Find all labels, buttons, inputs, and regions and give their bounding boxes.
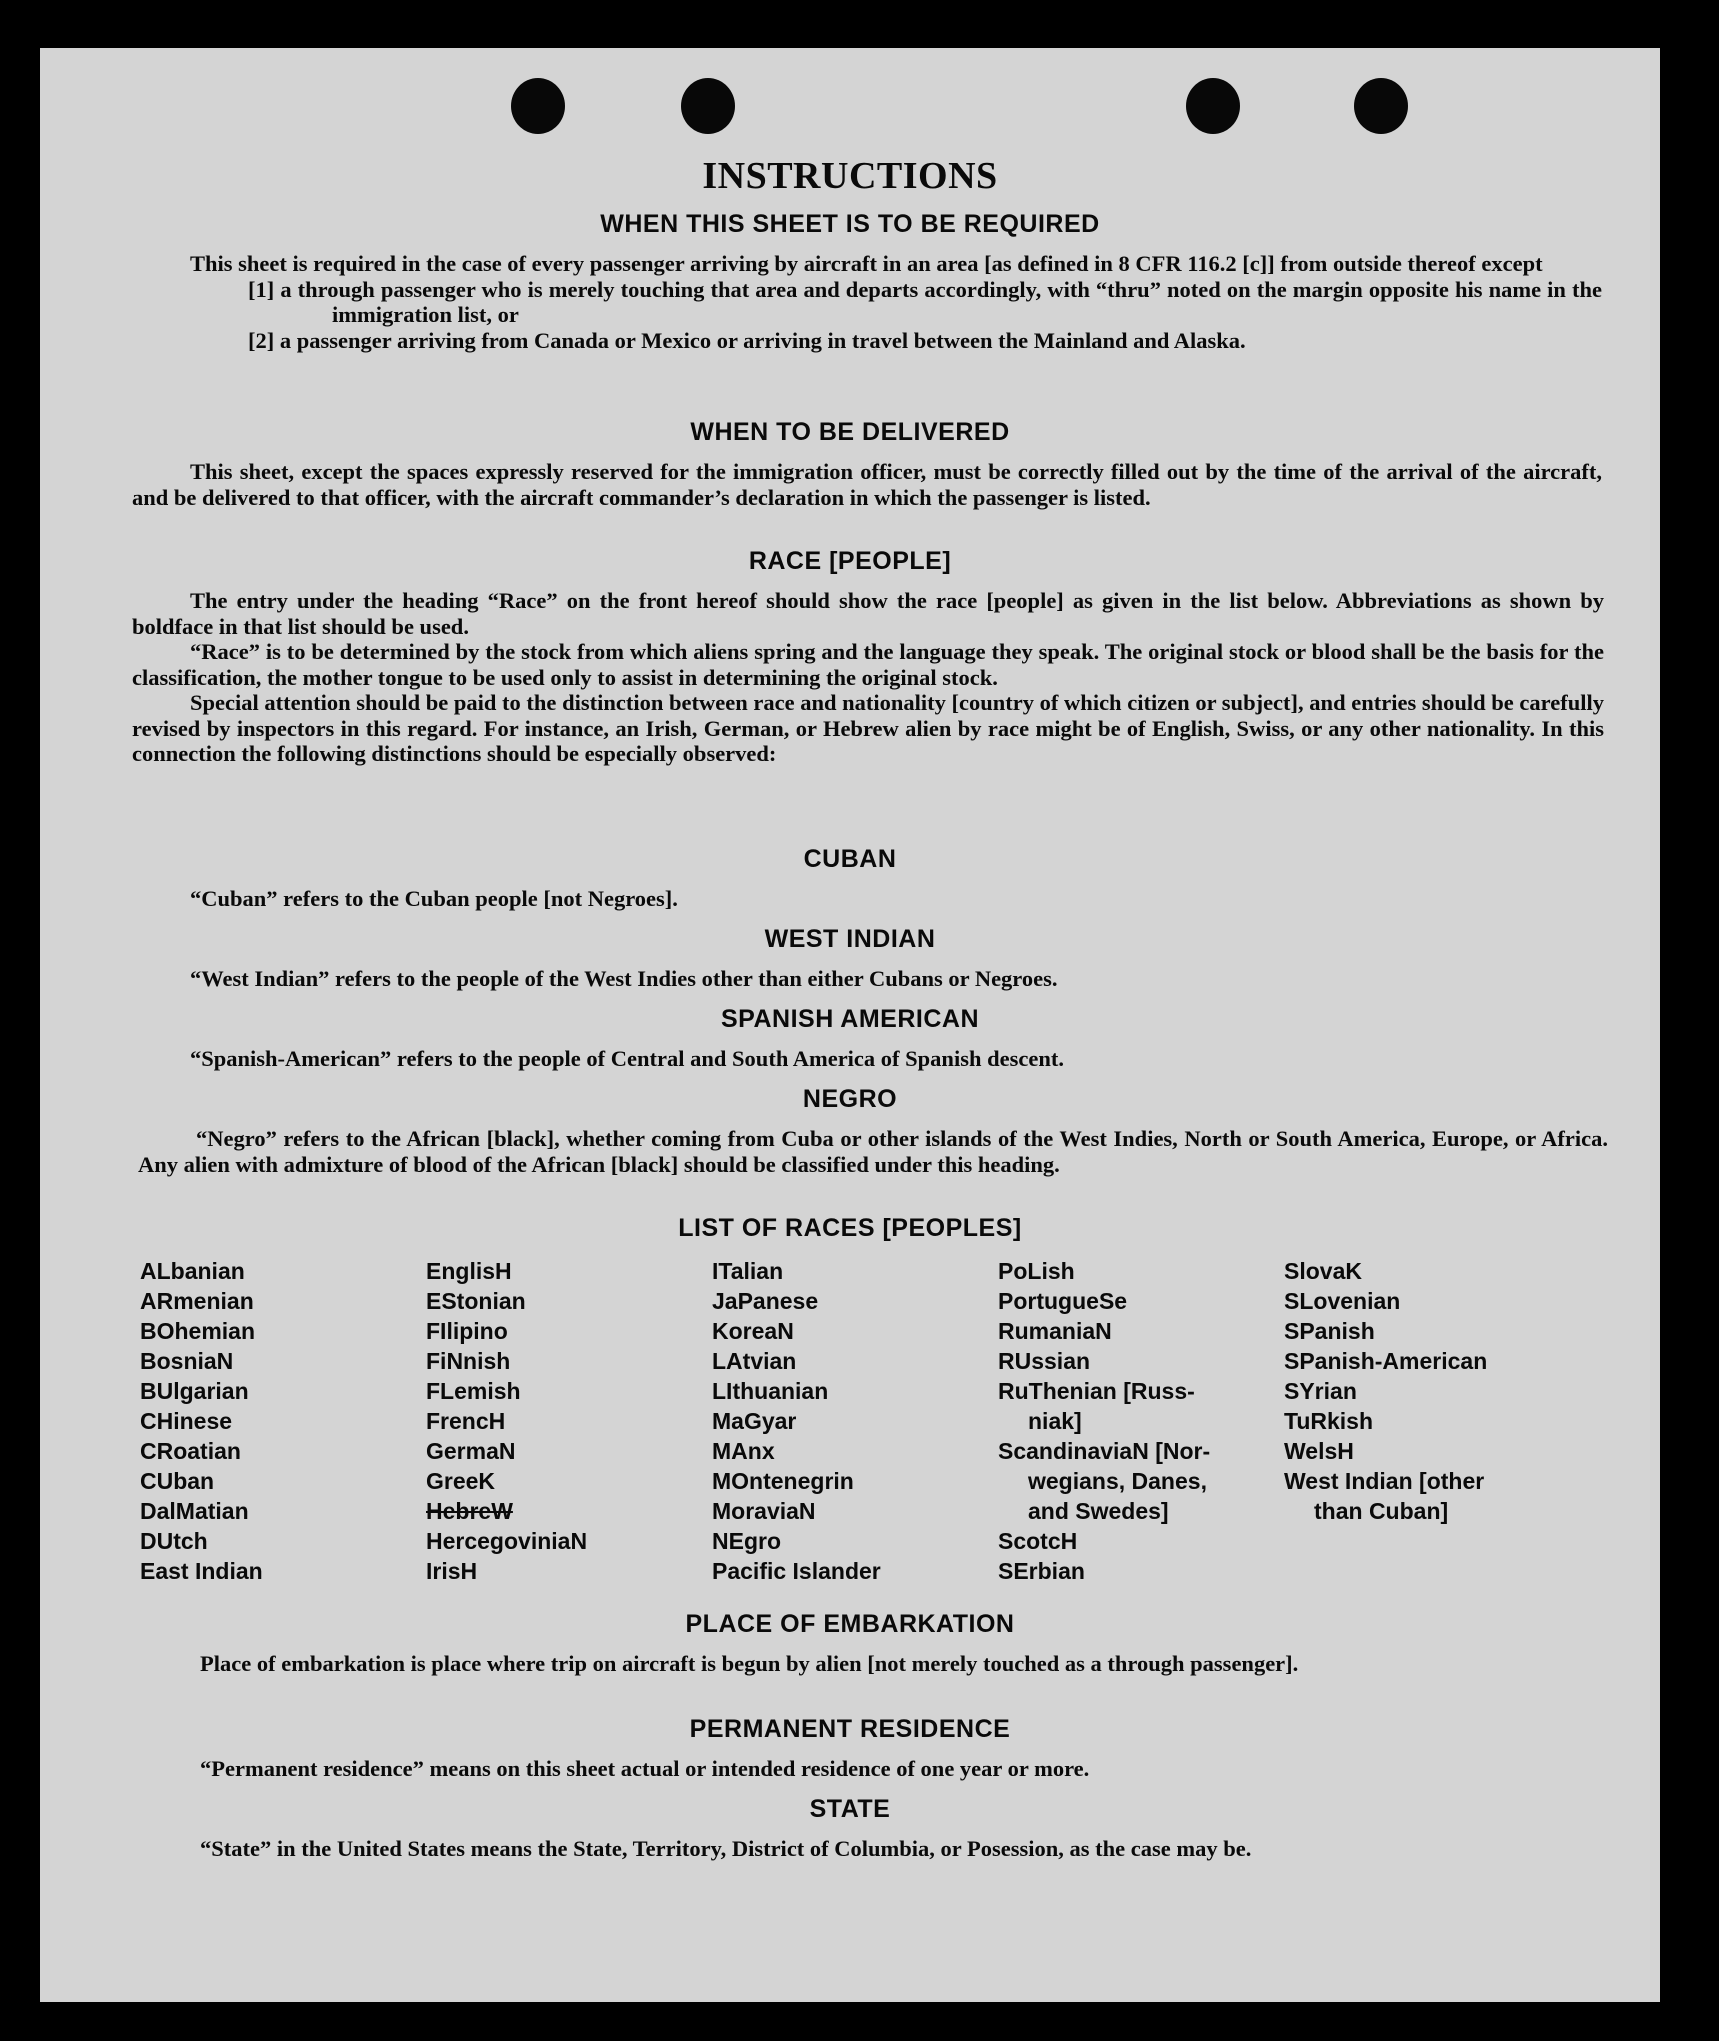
- document-page: [40, 48, 1660, 2002]
- race-item: CRoatian: [140, 1438, 241, 1464]
- race-item: MoraviaN: [712, 1498, 816, 1524]
- race-item: LAtvian: [712, 1348, 797, 1374]
- heading-race: RACE [PEOPLE]: [748, 547, 952, 575]
- when-required-intro: This sheet is required in the case of every passenger arriving by aircraft in an area [as defined in 8 CFR 116.2 [c]] from outside thereof except: [190, 251, 1543, 276]
- races-column-2: [426, 1256, 587, 1586]
- heading-permanent-residence: PERMANENT RESIDENCE: [689, 1715, 1011, 1743]
- race-item: ALbanian: [140, 1258, 245, 1284]
- race-item: FiNnish: [426, 1348, 511, 1374]
- embarkation-body: [142, 1651, 1612, 1677]
- race-item: ARmenian: [140, 1288, 254, 1314]
- race-item: IrisH: [426, 1558, 478, 1584]
- races-column-5: [1284, 1256, 1487, 1526]
- race-item: BosniaN: [140, 1348, 234, 1374]
- state-text: “State” in the United States means the State, Territory, District of Columbia, or Posession, as the case may be.: [200, 1836, 1252, 1861]
- heading-embarkation: PLACE OF EMBARKATION: [685, 1610, 1015, 1638]
- race-item-struck: HebreW: [426, 1498, 513, 1524]
- race-item: MAnx: [712, 1438, 775, 1464]
- race-item: JaPanese: [712, 1288, 819, 1314]
- race-item: FIlipino: [426, 1318, 508, 1344]
- when-required-item-2: [2] a passenger arriving from Canada or Mexico or arriving in travel between the Mainland and Alaska.: [248, 327, 1246, 353]
- race-item: MOntenegrin: [712, 1468, 854, 1494]
- heading-when-delivered: WHEN TO BE DELIVERED: [690, 418, 1010, 446]
- race-item: GermaN: [426, 1438, 516, 1464]
- race-item: SPanish: [1284, 1318, 1375, 1344]
- cuban-body: [132, 886, 1604, 912]
- race-item: SYrian: [1284, 1378, 1357, 1404]
- race-item-continued: than Cuban]: [1314, 1498, 1449, 1524]
- when-delivered-text: This sheet, except the spaces expressly reserved for the immigration officer, must be correctly filled out by the time of the arrival of the aircraft, and be delivered to that officer, with the aircraft commander’s declaration in which the passenger is listed.: [132, 459, 1602, 510]
- race-item: SPanish-American: [1284, 1348, 1488, 1374]
- spanish-american-text: “Spanish-American” refers to the people of Central and South America of Spanish descent.: [190, 1046, 1064, 1071]
- punch-hole: [1354, 78, 1408, 134]
- race-item: FLemish: [426, 1378, 521, 1404]
- when-delivered-body: [132, 459, 1602, 510]
- race-item: KoreaN: [712, 1318, 794, 1344]
- race-item: DalMatian: [140, 1498, 249, 1524]
- race-item: Pacific Islander: [712, 1558, 881, 1584]
- race-item: RUssian: [998, 1348, 1091, 1374]
- residence-text: “Permanent residence” means on this sheet actual or intended residence of one year or more.: [200, 1756, 1090, 1781]
- race-item: PoLish: [998, 1258, 1075, 1284]
- race-item: EStonian: [426, 1288, 526, 1314]
- race-item: RuThenian [Russ-: [998, 1378, 1195, 1404]
- punch-hole: [681, 78, 735, 134]
- when-required-item-1: [1] a through passenger who is merely touching that area and departs accordingly, with “thru” noted on the margin opposite his name in the immigration list, or: [248, 276, 1602, 327]
- race-item: WelsH: [1284, 1438, 1354, 1464]
- race-item-continued: and Swedes]: [1028, 1498, 1169, 1524]
- race-item: GreeK: [426, 1468, 496, 1494]
- race-body: [132, 588, 1604, 767]
- race-item: SlovaK: [1284, 1258, 1362, 1284]
- race-item: BUlgarian: [140, 1378, 249, 1404]
- when-required-body: [132, 251, 1602, 353]
- races-column-3: [712, 1256, 881, 1586]
- race-item: CUban: [140, 1468, 215, 1494]
- punch-hole: [1186, 78, 1240, 134]
- residence-body: [142, 1756, 1612, 1782]
- race-item: EnglisH: [426, 1258, 512, 1284]
- race-item: PortugueSe: [998, 1288, 1128, 1314]
- spanish-american-body: [132, 1046, 1604, 1072]
- race-item: ScandinaviaN [Nor-: [998, 1438, 1211, 1464]
- page-title: INSTRUCTIONS: [702, 155, 998, 197]
- race-item: SErbian: [998, 1558, 1085, 1584]
- race-item: HercegoviniaN: [426, 1528, 588, 1554]
- races-column-4: [998, 1256, 1210, 1586]
- state-body: [142, 1836, 1612, 1862]
- heading-negro: NEGRO: [802, 1085, 898, 1113]
- race-item-continued: wegians, Danes,: [1028, 1468, 1207, 1494]
- race-item: DUtch: [140, 1528, 208, 1554]
- race-paragraph-3: Special attention should be paid to the distinction between race and nationality [country of which citizen or subject], and entries should be carefully revised by inspectors in this regard. For instance, an Irish, German, or Hebrew alien by race might be of English, Swiss, or any other nationality. In this connection the following distinctions should be especially observed:: [132, 690, 1604, 766]
- race-paragraph-1: The entry under the heading “Race” on the front hereof should show the race [people] as given in the list below. Abbreviations as shown by boldface in that list should be used.: [132, 588, 1604, 639]
- race-paragraph-2: “Race” is to be determined by the stock from which aliens spring and the language they speak. The original stock or blood shall be the basis for the classification, the mother tongue to be used only to assist in determining the original stock.: [132, 639, 1604, 690]
- race-item: FrencH: [426, 1408, 506, 1434]
- race-item: SLovenian: [1284, 1288, 1401, 1314]
- heading-state: STATE: [809, 1795, 891, 1823]
- west-indian-body: [132, 966, 1604, 992]
- heading-spanish-american: SPANISH AMERICAN: [720, 1005, 979, 1033]
- embarkation-text: Place of embarkation is place where trip on aircraft is begun by alien [not merely touched as a through passenger].: [200, 1651, 1299, 1676]
- race-item: CHinese: [140, 1408, 233, 1434]
- cuban-text: “Cuban” refers to the Cuban people [not Negroes].: [190, 886, 678, 911]
- race-item: RumaniaN: [998, 1318, 1112, 1344]
- heading-cuban: CUBAN: [803, 845, 897, 873]
- west-indian-text: “West Indian” refers to the people of the West Indies other than either Cubans or Negroes.: [190, 966, 1058, 991]
- race-item: BOhemian: [140, 1318, 256, 1344]
- heading-list-of-races: LIST OF RACES [PEOPLES]: [678, 1214, 1022, 1242]
- race-item: East Indian: [140, 1558, 263, 1584]
- heading-when-required: WHEN THIS SHEET IS TO BE REQUIRED: [600, 210, 1100, 238]
- negro-body: [138, 1126, 1608, 1177]
- races-column-1: [140, 1256, 263, 1586]
- race-item: MaGyar: [712, 1408, 797, 1434]
- race-item: ITalian: [712, 1258, 784, 1284]
- race-item: TuRkish: [1284, 1408, 1374, 1434]
- race-item: ScotcH: [998, 1528, 1078, 1554]
- heading-west-indian: WEST INDIAN: [764, 925, 936, 953]
- negro-text: “Negro” refers to the African [black], whether coming from Cuba or other islands of the West Indies, North or South America, Europe, or Africa. Any alien with admixture of blood of the African [black] should be classified under this heading.: [138, 1126, 1608, 1177]
- punch-hole: [511, 78, 565, 134]
- race-item-continued: niak]: [1028, 1408, 1082, 1434]
- race-item: LIthuanian: [712, 1378, 829, 1404]
- race-item: West Indian [other: [1284, 1468, 1485, 1494]
- race-item: NEgro: [712, 1528, 781, 1554]
